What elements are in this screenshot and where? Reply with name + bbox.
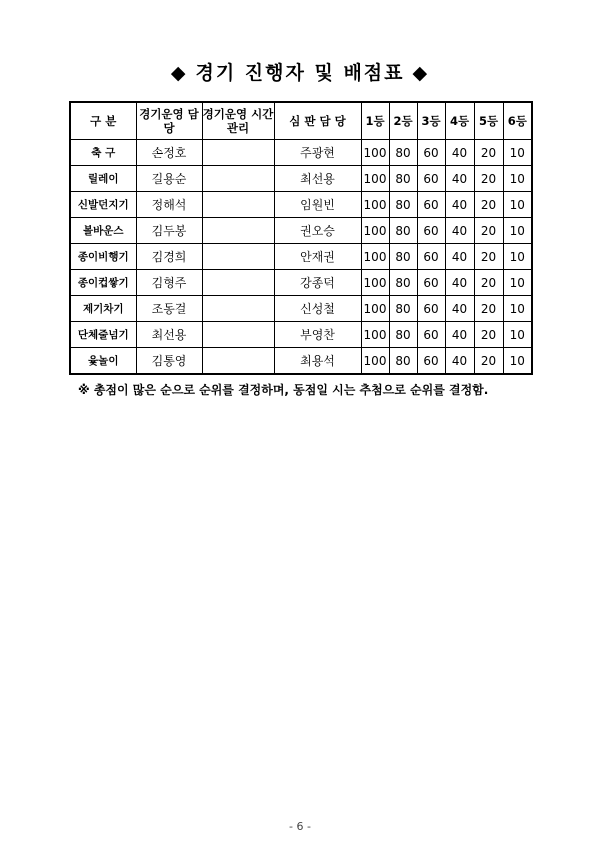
column-header: 경기운영 담당: [136, 102, 202, 140]
score-cell: 20: [474, 218, 503, 244]
header-row: [70, 102, 532, 140]
score-cell: 60: [417, 218, 445, 244]
score-cell: 100: [361, 348, 389, 375]
score-cell: 10: [503, 140, 532, 166]
category-cell: 신발던지기: [70, 192, 136, 218]
operator-cell: 길용순: [136, 166, 202, 192]
table-row: [70, 296, 532, 322]
score-cell: 20: [474, 322, 503, 348]
score-cell: 20: [474, 244, 503, 270]
score-cell: 40: [445, 192, 474, 218]
score-cell: 40: [445, 140, 474, 166]
time-manager-cell: [202, 270, 274, 296]
page-number: - 6 -: [289, 820, 311, 833]
page-title-text: 경기 진행자 및 배점표: [195, 62, 405, 84]
score-cell: 20: [474, 296, 503, 322]
operator-cell: 조동걸: [136, 296, 202, 322]
score-cell: 100: [361, 192, 389, 218]
operator-cell: 김통영: [136, 348, 202, 375]
column-header: 5등: [474, 102, 503, 140]
score-cell: 60: [417, 322, 445, 348]
referee-cell: 임원빈: [274, 192, 361, 218]
score-cell: 80: [389, 348, 417, 375]
score-cell: 100: [361, 244, 389, 270]
referee-cell: 부영찬: [274, 322, 361, 348]
note-text: ※ 총점이 많은 순으로 순위를 결정하며, 동점일 시는 추첨으로 순위를 결정함.: [78, 383, 489, 397]
column-header: 경기운영 시간관리: [202, 102, 274, 140]
category-cell: 종이비행기: [70, 244, 136, 270]
column-header: 심 판 담 당: [274, 102, 361, 140]
table-row: [70, 166, 532, 192]
category-cell: 축 구: [70, 140, 136, 166]
score-cell: 20: [474, 166, 503, 192]
category-cell: 종이컵쌓기: [70, 270, 136, 296]
operator-cell: 김두봉: [136, 218, 202, 244]
score-cell: 80: [389, 218, 417, 244]
score-cell: 40: [445, 296, 474, 322]
score-cell: 80: [389, 140, 417, 166]
score-cell: 60: [417, 296, 445, 322]
operator-cell: 손정호: [136, 140, 202, 166]
page-title: [0, 58, 600, 85]
score-cell: 10: [503, 244, 532, 270]
score-cell: 40: [445, 166, 474, 192]
table-row: [70, 348, 532, 375]
time-manager-cell: [202, 166, 274, 192]
score-cell: 100: [361, 166, 389, 192]
table-row: [70, 270, 532, 296]
time-manager-cell: [202, 218, 274, 244]
score-cell: 80: [389, 322, 417, 348]
column-header: 구 분: [70, 102, 136, 140]
diamond-icon-right: ◆: [412, 62, 430, 84]
time-manager-cell: [202, 192, 274, 218]
score-table: [69, 101, 533, 375]
time-manager-cell: [202, 244, 274, 270]
score-cell: 80: [389, 270, 417, 296]
score-cell: 80: [389, 192, 417, 218]
column-header: 4등: [445, 102, 474, 140]
diamond-icon-left: ◆: [170, 62, 188, 84]
score-cell: 10: [503, 348, 532, 375]
score-cell: 10: [503, 270, 532, 296]
column-header: 3등: [417, 102, 445, 140]
referee-cell: 안재권: [274, 244, 361, 270]
referee-cell: 최용석: [274, 348, 361, 375]
referee-cell: 주광현: [274, 140, 361, 166]
score-cell: 20: [474, 348, 503, 375]
score-cell: 60: [417, 192, 445, 218]
table-row: [70, 192, 532, 218]
score-cell: 20: [474, 270, 503, 296]
score-cell: 10: [503, 296, 532, 322]
score-cell: 10: [503, 192, 532, 218]
operator-cell: 김경희: [136, 244, 202, 270]
score-cell: 100: [361, 140, 389, 166]
score-cell: 60: [417, 166, 445, 192]
referee-cell: 신성철: [274, 296, 361, 322]
time-manager-cell: [202, 140, 274, 166]
table-body: [70, 140, 532, 375]
score-cell: 40: [445, 218, 474, 244]
score-cell: 100: [361, 218, 389, 244]
score-cell: 40: [445, 270, 474, 296]
score-cell: 10: [503, 218, 532, 244]
table-row: [70, 218, 532, 244]
referee-cell: 강종덕: [274, 270, 361, 296]
category-cell: 볼바운스: [70, 218, 136, 244]
column-header: 6등: [503, 102, 532, 140]
score-cell: 60: [417, 270, 445, 296]
operator-cell: 최선용: [136, 322, 202, 348]
time-manager-cell: [202, 348, 274, 375]
score-cell: 80: [389, 296, 417, 322]
score-cell: 60: [417, 348, 445, 375]
score-cell: 60: [417, 140, 445, 166]
score-cell: 100: [361, 270, 389, 296]
table-row: [70, 244, 532, 270]
referee-cell: 권오승: [274, 218, 361, 244]
category-cell: 릴레이: [70, 166, 136, 192]
score-cell: 20: [474, 192, 503, 218]
score-cell: 10: [503, 322, 532, 348]
table-row: [70, 140, 532, 166]
score-cell: 80: [389, 244, 417, 270]
category-cell: 윷놀이: [70, 348, 136, 375]
operator-cell: 김형주: [136, 270, 202, 296]
table-row: [70, 322, 532, 348]
time-manager-cell: [202, 296, 274, 322]
score-cell: 100: [361, 322, 389, 348]
score-cell: 100: [361, 296, 389, 322]
score-cell: 40: [445, 348, 474, 375]
score-cell: 20: [474, 140, 503, 166]
score-cell: 10: [503, 166, 532, 192]
category-cell: 제기차기: [70, 296, 136, 322]
column-header: 1등: [361, 102, 389, 140]
referee-cell: 최선용: [274, 166, 361, 192]
time-manager-cell: [202, 322, 274, 348]
score-cell: 60: [417, 244, 445, 270]
column-header: 2등: [389, 102, 417, 140]
score-cell: 40: [445, 322, 474, 348]
operator-cell: 정해석: [136, 192, 202, 218]
category-cell: 단체줄넘기: [70, 322, 136, 348]
score-cell: 40: [445, 244, 474, 270]
score-cell: 80: [389, 166, 417, 192]
